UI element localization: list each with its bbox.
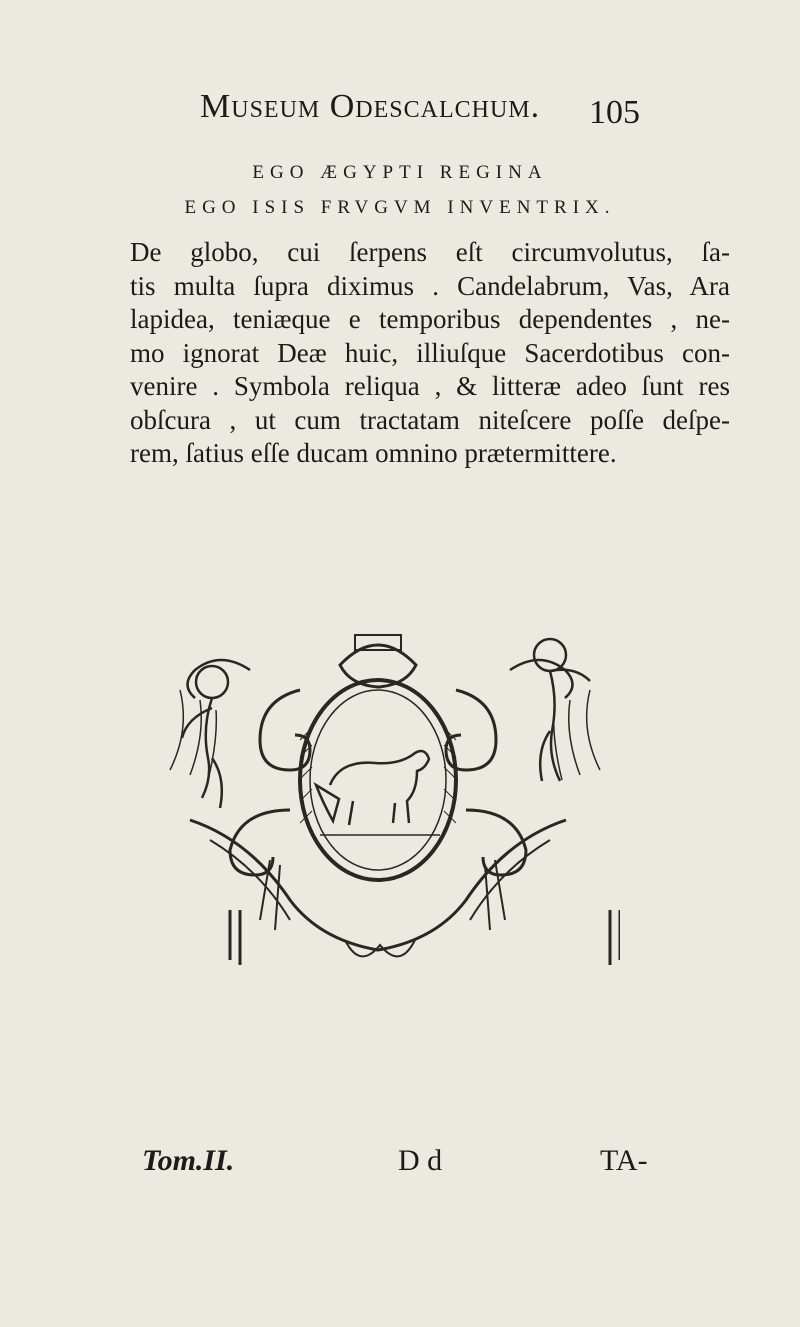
body-line: mo ignorat Deæ huic, illiuſque Sacerdotibus con- <box>130 337 730 368</box>
body-line: De globo, cui ſerpens eſt circumvolutus, ſa- <box>130 237 730 267</box>
running-head <box>200 88 640 138</box>
signature-mark: D d <box>398 1144 443 1177</box>
page-number: 105 <box>589 94 640 131</box>
body-line: tis multa ſupra diximus . Candelabrum, Vas, Ara <box>130 270 730 301</box>
body-line: obſcura , ut cum tractatam niteſcere poſſe deſpe- <box>130 404 730 435</box>
catchword: TA- <box>600 1144 648 1177</box>
running-head-title: Museum Odescalchum. <box>200 88 541 125</box>
volume-mark: Tom.II. <box>142 1144 235 1177</box>
body-line: venire . Symbola reliqua , & litteræ adeo ſunt res <box>130 371 730 401</box>
body-line: rem, ſatius eſſe ducam omnino prætermittere. <box>130 438 617 468</box>
inscription-line-2: EGO ISIS FRVGVM INVENTRIX. <box>184 197 616 218</box>
body-line: lapidea, teniæque e temporibus dependentes , ne- <box>130 304 730 334</box>
body-paragraph <box>130 236 730 471</box>
engraved-cartouche-icon <box>150 610 620 990</box>
inscription-line-1: EGO ÆGYPTI REGINA <box>252 162 548 183</box>
